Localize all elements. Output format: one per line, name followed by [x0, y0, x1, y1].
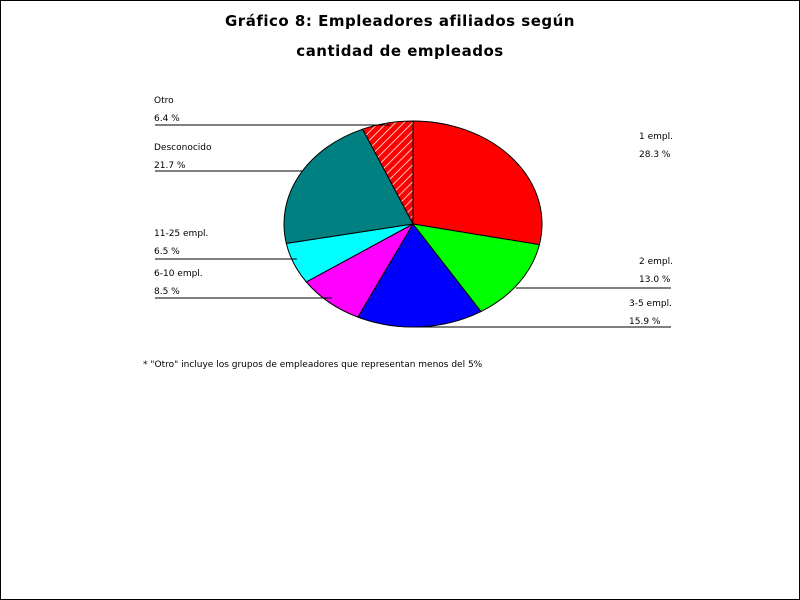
pie-slice-1-empl [413, 121, 542, 245]
slice-label: Desconocido [154, 143, 212, 153]
slice-value-label: 13.0 % [639, 275, 671, 285]
slice-value-label: 8.5 % [154, 287, 180, 297]
slice-value-label: 15.9 % [629, 317, 661, 327]
slice-label: 3-5 empl. [629, 299, 672, 309]
slice-label: Otro [154, 96, 174, 106]
slice-label: 11-25 empl. [154, 229, 209, 239]
footnote: * "Otro" incluye los grupos de empleadores que representan menos del 5% [143, 360, 483, 370]
slice-value-label: 21.7 % [154, 161, 186, 171]
chart-title-line2: cantidad de empleados [296, 42, 504, 60]
slice-label: 2 empl. [639, 257, 673, 267]
slice-value-label: 28.3 % [639, 150, 671, 160]
slice-label: 1 empl. [639, 132, 673, 142]
slice-value-label: 6.4 % [154, 114, 180, 124]
slice-label: 6-10 empl. [154, 269, 203, 279]
slice-value-label: 6.5 % [154, 247, 180, 257]
chart-title-line1: Gráfico 8: Empleadores afiliados según [225, 12, 575, 30]
